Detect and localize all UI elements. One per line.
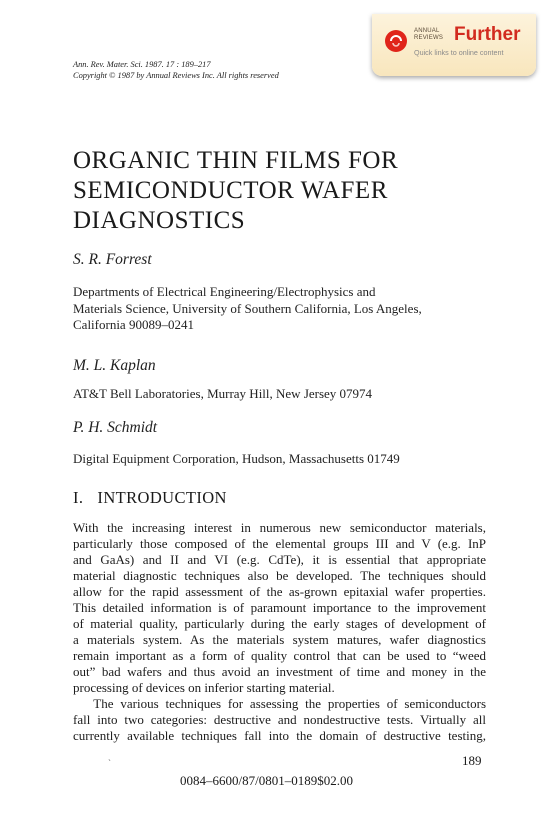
author-name: M. L. Kaplan [73, 357, 156, 374]
affiliation-line: Materials Science, University of Southern California, Los Angeles, [73, 300, 422, 316]
journal-copyright: Copyright © 1987 by Annual Reviews Inc. All rights reserved [73, 70, 279, 80]
badge-org-line2: REVIEWS [414, 35, 444, 41]
affiliation-line: California 90089–0241 [73, 317, 194, 332]
annual-reviews-logo-icon [385, 30, 407, 52]
body-line: The various techniques for assessing the properties of semiconductors [73, 696, 486, 711]
body-paragraphs [73, 520, 486, 744]
title-line: ORGANIC THIN FILMS FOR [73, 147, 399, 174]
author-name: S. R. Forrest [73, 251, 152, 268]
further-links-badge[interactable] [372, 14, 536, 76]
author-name: P. H. Schmidt [73, 419, 158, 436]
section-title: INTRODUCTION [97, 488, 227, 507]
body-line: material diagnostic techniques also be developed. The techniques should [73, 568, 486, 583]
section-number: I. [73, 488, 84, 507]
body-line: particularly those composed of the elemental groups III and V (e.g. InP [73, 536, 486, 551]
body-line: currently available techniques fall into the domain of destructive testing, [73, 728, 486, 743]
section-heading [73, 488, 227, 508]
body-line: With the increasing interest in numerous new semiconductor materials, [73, 520, 486, 535]
body-line: This detailed information is of paramount importance to the improvement [73, 600, 486, 615]
badge-org-name [414, 28, 454, 42]
body-line: a materials system. As the materials system matures, wafer diagnostics [73, 632, 486, 647]
body-line: of material quality, particularly during the early stages of development of [73, 616, 486, 631]
author-affiliation [73, 451, 400, 468]
body-line: processing of devices on inferior starting material. [73, 680, 335, 695]
badge-further-label[interactable]: Further [454, 24, 521, 45]
body-line: allow for the rapid assessment of the as-grown epitaxial wafer properties. [73, 584, 486, 599]
affiliation-line: Departments of Electrical Engineering/Electrophysics and [73, 284, 376, 299]
affiliation-line: Digital Equipment Corporation, Hudson, Massachusetts 01749 [73, 451, 400, 466]
page-number: 189 [462, 753, 482, 768]
author-affiliation [73, 386, 372, 403]
body-line: fall into two categories: destructive and nondestructive tests. Virtually all [73, 712, 486, 727]
title-line: DIAGNOSTICS [73, 207, 246, 234]
body-line: remain important as a form of quality control that can be used to “weed [73, 648, 486, 663]
journal-citation-block [73, 60, 373, 81]
body-line: and GaAs) and II and VI (e.g. CdTe), it is essential that appropriate [73, 552, 486, 567]
title-line: SEMICONDUCTOR WAFER [73, 177, 388, 204]
author-affiliation [73, 284, 422, 334]
article-title [73, 146, 513, 236]
journal-citation: Ann. Rev. Mater. Sci. 1987. 17 : 189–217 [73, 60, 211, 69]
body-line: out” bad wafers and thus avoid an investment of time and money in the [73, 664, 486, 679]
tick-mark: ` [108, 758, 111, 768]
badge-org-line1: ANNUAL [414, 28, 440, 34]
affiliation-line: AT&T Bell Laboratories, Murray Hill, New Jersey 07974 [73, 386, 373, 401]
footer-code: 0084–6600/87/0801–0189$02.00 [180, 773, 353, 788]
badge-subtitle: Quick links to online content [414, 48, 504, 57]
